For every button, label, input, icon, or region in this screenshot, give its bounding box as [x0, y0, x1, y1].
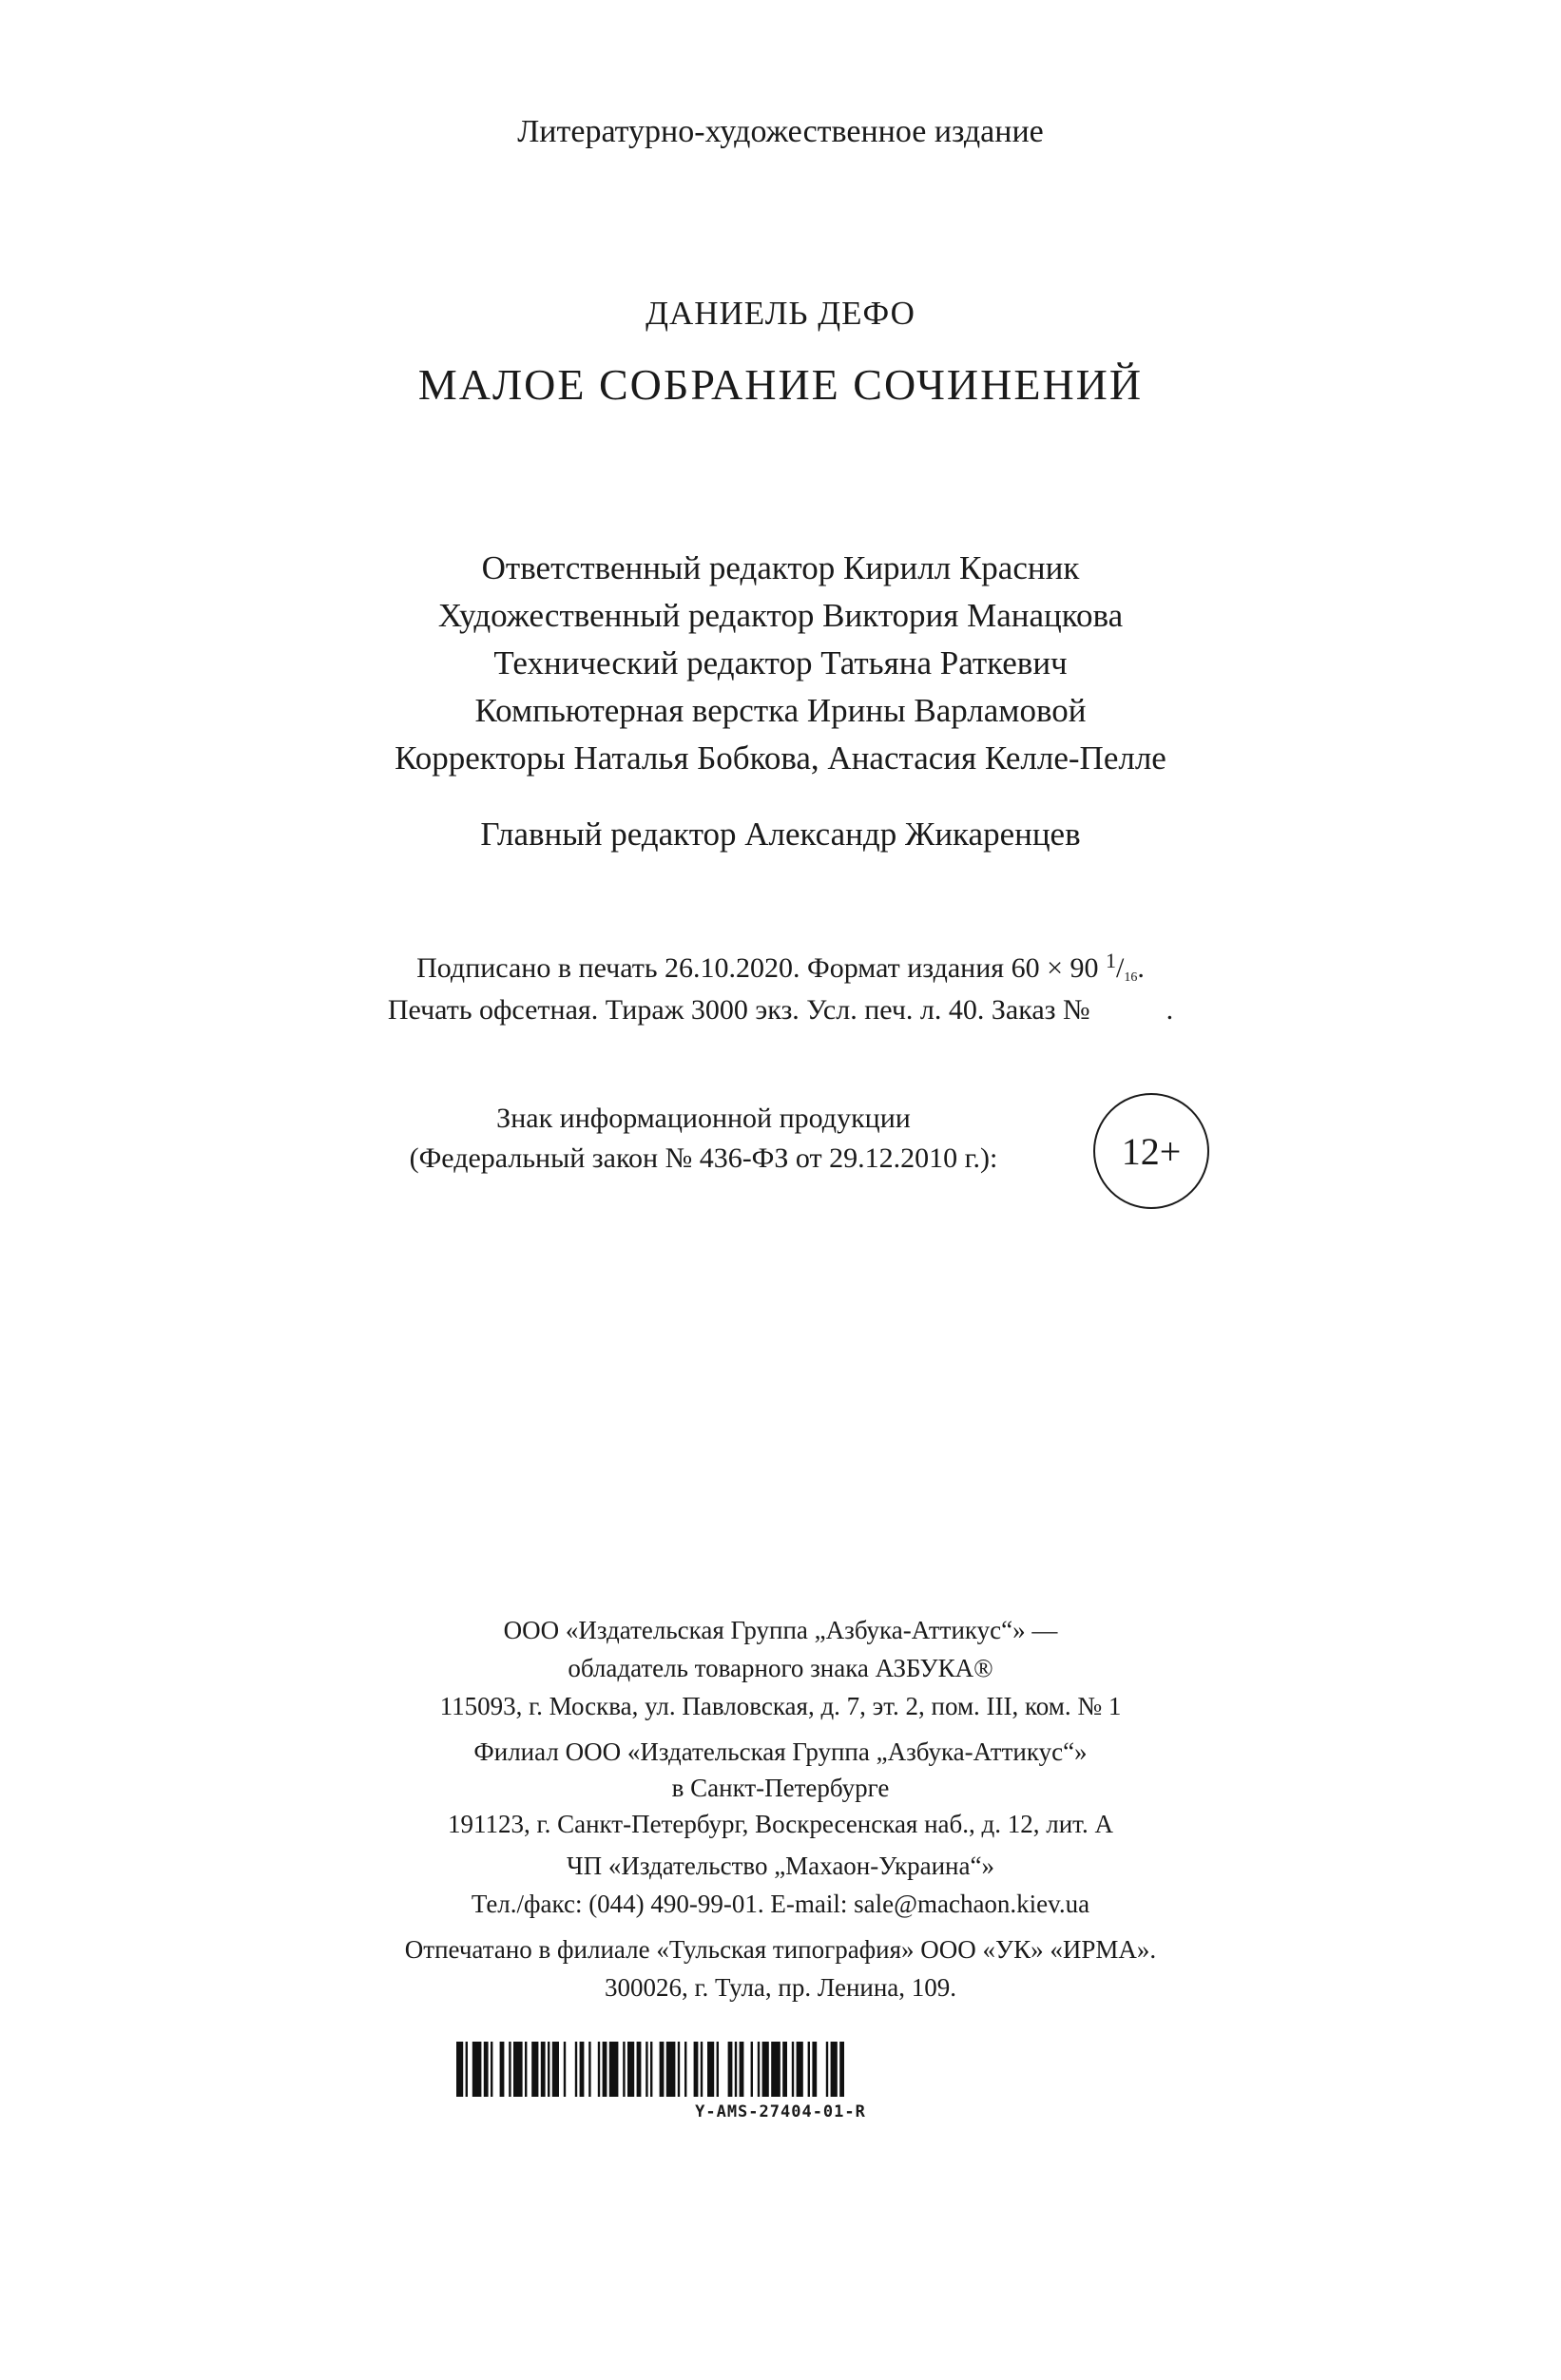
printer-line: 300026, г. Тула, пр. Ленина, 109.: [604, 1973, 957, 2002]
credit-line: Компьютерная верстка Ирины Варламовой: [474, 692, 1087, 729]
barcode-bar: [826, 2042, 828, 2097]
publisher-line: Филиал ООО «Издательская Группа „Азбука-Аттикус“»: [473, 1737, 1088, 1766]
barcode-bar: [609, 2042, 619, 2097]
barcode-bar: [728, 2042, 733, 2097]
age-rating-badge: 12+: [1093, 1093, 1209, 1209]
printer-line: Отпечатано в филиале «Тульская типография» ООО «УК» «ИРМА».: [404, 1935, 1157, 1964]
barcode-bar: [707, 2042, 714, 2097]
barcode-bar: [588, 2042, 590, 2097]
print-info-line-2: [0, 994, 1561, 1027]
format-fraction-numerator: 1: [1106, 949, 1117, 972]
credit-line: Ответственный редактор Кирилл Красник: [481, 549, 1080, 586]
barcode-bar: [666, 2042, 676, 2097]
barcode-bar: [808, 2042, 810, 2097]
barcode-bar: [701, 2042, 703, 2097]
publisher-line: обладатель товарного знака АЗБУКА®: [568, 1654, 993, 1682]
barcode-bar: [627, 2042, 634, 2097]
barcode-bar: [623, 2042, 625, 2097]
publisher-line: 191123, г. Санкт-Петербург, Воскресенская наб., д. 12, лит. А: [448, 1810, 1113, 1838]
barcode-bar: [650, 2042, 652, 2097]
barcode-bar: [740, 2042, 744, 2097]
barcode-bar: [771, 2042, 780, 2097]
barcode-block: [0, 2042, 1561, 2127]
format-fraction-denominator: 16: [1124, 970, 1138, 985]
barcode-bar: [472, 2042, 482, 2097]
print-info-line-1: Подписано в печать 26.10.2020. Формат издания 60 × 90 $^1$/16.: [416, 949, 1145, 985]
barcode-bar: [548, 2042, 549, 2097]
credit-line: Технический редактор Татьяна Раткевич: [493, 644, 1068, 681]
edition-type: Литературно-художественное издание: [517, 114, 1044, 149]
barcode-bar: [792, 2042, 794, 2097]
barcode-bar: [525, 2042, 527, 2097]
book-title: МАЛОЕ СОБРАНИЕ СОЧИНЕНИЙ: [417, 360, 1144, 409]
barcode-label: Y-AMS-27404-01-R: [695, 2102, 866, 2121]
barcode-bar: [531, 2042, 538, 2097]
publisher-line: в Санкт-Петербурге: [671, 1774, 890, 1802]
barcode-bar: [564, 2042, 566, 2097]
print-run-text: Печать офсетная. Тираж 3000 экз. Усл. печ. л. 40. Заказ №: [387, 994, 1090, 1026]
publisher-line: 115093, г. Москва, ул. Павловская, д. 7, эт. 2, пом. III, ком. № 1: [439, 1692, 1122, 1720]
credit-line: Корректоры Наталья Бобкова, Анастасия Келле-Пелле: [395, 739, 1166, 777]
barcode-bar: [684, 2042, 686, 2097]
print-format-text: Подписано в печать 26.10.2020. Формат издания 60 × 90: [416, 952, 1099, 984]
barcode-bar: [456, 2042, 463, 2097]
info-product-mark: [342, 1099, 1065, 1213]
chief-editor-line: Главный редактор Александр Жикаренцев: [480, 816, 1081, 853]
print-line2-end: .: [1166, 994, 1174, 1026]
barcode-bar: [500, 2042, 505, 2097]
barcode-bar: [491, 2042, 492, 2097]
barcode-bar: [762, 2042, 769, 2097]
barcode-bar: [598, 2042, 600, 2097]
barcode-bar: [660, 2042, 665, 2097]
barcode-bar: [646, 2042, 647, 2097]
publisher-line: ЧП «Издательство „Махаон-Украина“»: [567, 1852, 994, 1880]
credit-line: Художественный редактор Виктория Манацкова: [437, 597, 1124, 634]
barcode-bar: [637, 2042, 642, 2097]
print-line1-end: .: [1137, 952, 1145, 984]
barcode-bar: [751, 2042, 753, 2097]
barcode-bar: [484, 2042, 489, 2097]
barcode-bar: [509, 2042, 511, 2097]
barcode-bar: [513, 2042, 523, 2097]
barcode-bar: [758, 2042, 760, 2097]
barcode-bar: [694, 2042, 699, 2097]
barcode-bar: [575, 2042, 577, 2097]
barcode-bar: [603, 2042, 607, 2097]
barcode-bar: [541, 2042, 546, 2097]
barcode-bar: [735, 2042, 737, 2097]
barcode-bar: [839, 2042, 844, 2097]
info-mark-line-2: (Федеральный закон № 436-ФЗ от 29.12.2010 г.):: [409, 1142, 998, 1174]
barcode-bar: [782, 2042, 787, 2097]
publisher-line: Тел./факс: (044) 490-99-01. E-mail: sale@machaon.kiev.ua: [471, 1890, 1090, 1918]
barcode-bar: [466, 2042, 468, 2097]
barcode-bar: [831, 2042, 838, 2097]
barcode-bar: [717, 2042, 719, 2097]
barcode-bar: [678, 2042, 680, 2097]
barcode-image: [456, 2042, 1098, 2097]
barcode-bar: [580, 2042, 585, 2097]
barcode-bar: [552, 2042, 559, 2097]
barcode-bar: [812, 2042, 817, 2097]
publisher-line: ООО «Издательская Группа „Азбука-Аттикус“» —: [503, 1616, 1058, 1644]
barcode-bar: [797, 2042, 803, 2097]
info-mark-line-1: Знак информационной продукции: [496, 1103, 911, 1134]
author-name: ДАНИЕЛЬ ДЕФО: [646, 295, 915, 332]
